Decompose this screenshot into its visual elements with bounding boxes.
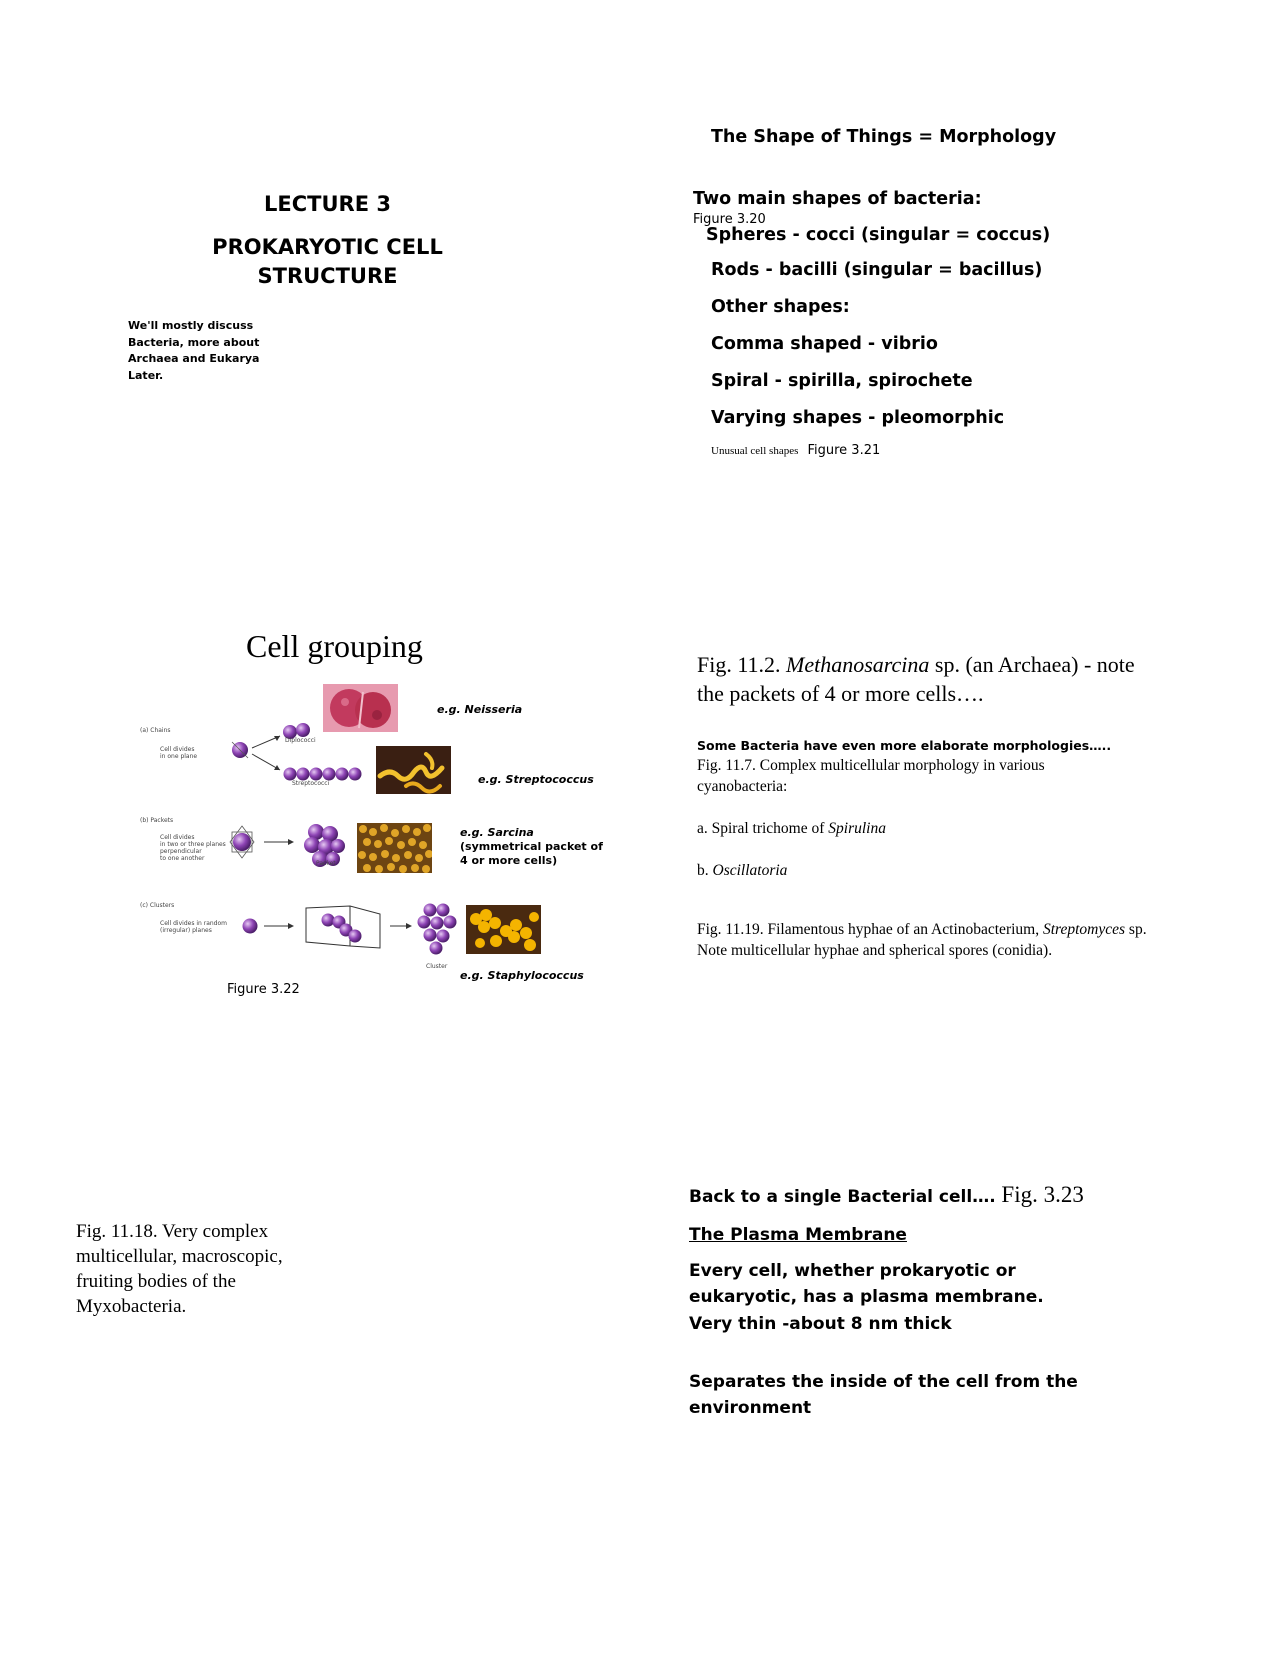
fig-11-7-caption: Fig. 11.7. Complex multicellular morphology in various cyanobacteria: xyxy=(697,757,1045,795)
spirulina-item xyxy=(697,818,886,839)
sarcina-label-line: (symmetrical packet of xyxy=(460,840,603,853)
streptococcus-micrograph xyxy=(376,746,451,794)
panel-a-note-line: Cell divides xyxy=(160,746,195,753)
neisseria-label: e.g. Neisseria xyxy=(437,703,523,716)
sarcina-label xyxy=(460,826,603,868)
note-line: Bacteria, more about xyxy=(128,335,260,349)
panel-b-note xyxy=(160,834,226,862)
spheres-line: Spheres - cocci (singular = coccus) xyxy=(706,225,1051,245)
fig-11-19-suffix: sp. Note multicellular hyphae and spherical spores (conidia). xyxy=(697,921,1147,959)
panel-a-note xyxy=(160,746,197,760)
item-a-prefix: a. Spiral trichome of xyxy=(697,820,829,837)
panel-c-note-line: (irregular) planes xyxy=(160,927,212,934)
panel-c-label: (c) Clusters xyxy=(140,902,175,909)
fig-11-19-prefix: Fig. 11.19. Filamentous hyphae of an Actinobacterium, xyxy=(697,921,1043,938)
panel-b-label: (b) Packets xyxy=(140,817,174,824)
elaborate-morphologies: Some Bacteria have even more elaborate morphologies….. xyxy=(697,738,1112,753)
cluster-label: Cluster xyxy=(426,963,448,970)
item-b-prefix: b. xyxy=(697,862,713,879)
other-shapes-line: Other shapes: xyxy=(711,297,850,317)
panel-a-label: (a) Chains xyxy=(140,727,171,734)
unusual-label: Unusual cell shapes xyxy=(711,445,799,457)
back-to-cell-heading xyxy=(689,1182,1084,1210)
methanosarcina-caption xyxy=(697,650,1167,708)
panel-b-note-line: perpendicular xyxy=(160,848,202,855)
rods-line: Rods - bacilli (singular = bacillus) xyxy=(711,260,1043,280)
plasma-membrane-heading: The Plasma Membrane xyxy=(689,1225,907,1245)
separates-line1: Separates the inside of the cell from the xyxy=(689,1372,1078,1392)
staphylococcus-label: e.g. Staphylococcus xyxy=(460,969,584,982)
figure-ref-322: Figure 3.22 xyxy=(227,982,300,997)
note-line: Later. xyxy=(128,368,164,382)
very-thin-line: Very thin -about 8 nm thick xyxy=(689,1314,952,1334)
cluster-division-diagram xyxy=(240,896,460,962)
figure-ref-321: Figure 3.21 xyxy=(807,443,881,458)
panel-b-note-line: in two or three planes xyxy=(160,841,226,848)
panel-c-note-line: Cell divides in random xyxy=(160,920,227,927)
oscillatoria-item xyxy=(697,860,787,881)
diplococci-label: Diplococci xyxy=(285,737,316,744)
unusual-shapes-ref xyxy=(711,439,880,458)
streptomyces-genus: Streptomyces xyxy=(1042,921,1126,938)
lecture-subtitle-line1: PROKARYOTIC CELL xyxy=(212,235,443,259)
sarcina-label-line: e.g. Sarcina xyxy=(460,826,534,839)
sarcina-micrograph xyxy=(357,823,432,873)
lecture-note xyxy=(128,318,288,384)
panel-b-note-line: to one another xyxy=(160,855,205,862)
note-line: We'll mostly discuss xyxy=(128,319,254,332)
chain-division-diagram xyxy=(228,718,373,788)
every-cell-line1: Every cell, whether prokaryotic or xyxy=(689,1261,1016,1281)
morphology-title: The Shape of Things = Morphology xyxy=(711,127,1057,147)
fig-11-19-caption xyxy=(697,919,1172,961)
lecture-subtitle-line2: STRUCTURE xyxy=(257,264,398,288)
panel-a-note-line: in one plane xyxy=(160,753,198,760)
varying-line: Varying shapes - pleomorphic xyxy=(711,408,1005,428)
streptococcus-label: e.g. Streptococcus xyxy=(478,773,594,786)
staphylococcus-micrograph xyxy=(466,905,541,954)
caption-suffix: sp. (an Archaea) - note the packets of 4 or more cells…. xyxy=(697,652,1135,706)
packet-label: Packet xyxy=(316,860,336,867)
lecture-title: LECTURE 3 xyxy=(264,192,391,216)
note-line: Archaea and Eukarya xyxy=(128,352,260,365)
panel-b-note-line: Cell divides xyxy=(160,834,195,841)
myxobacteria-caption: Fig. 11.18. Very complex multicellular, macroscopic, fruiting bodies of the Myxobacteria. xyxy=(76,1221,283,1317)
two-main-shapes: Two main shapes of bacteria: xyxy=(693,189,982,209)
panel-c-note xyxy=(160,920,227,934)
separates-line2: environment xyxy=(689,1398,812,1418)
fig-3-23-ref: Fig. 3.23 xyxy=(995,1182,1084,1207)
caption-prefix: Fig. 11.2. xyxy=(697,652,787,677)
caption-genus: Methanosarcina xyxy=(786,652,930,677)
figure-ref-320: Figure 3.20 xyxy=(693,212,766,227)
comma-shaped-line: Comma shaped - vibrio xyxy=(711,334,938,354)
spirulina-genus: Spirulina xyxy=(828,820,886,837)
every-cell-line2: eukaryotic, has a plasma membrane. xyxy=(689,1287,1044,1307)
streptococci-label: Streptococci xyxy=(292,780,330,787)
back-to-cell-text: Back to a single Bacterial cell…. xyxy=(689,1187,996,1207)
sarcina-label-line: 4 or more cells) xyxy=(460,854,558,867)
oscillatoria-genus: Oscillatoria xyxy=(712,862,788,879)
cell-grouping-title: Cell grouping xyxy=(246,628,423,664)
spiral-line: Spiral - spirilla, spirochete xyxy=(711,371,973,391)
